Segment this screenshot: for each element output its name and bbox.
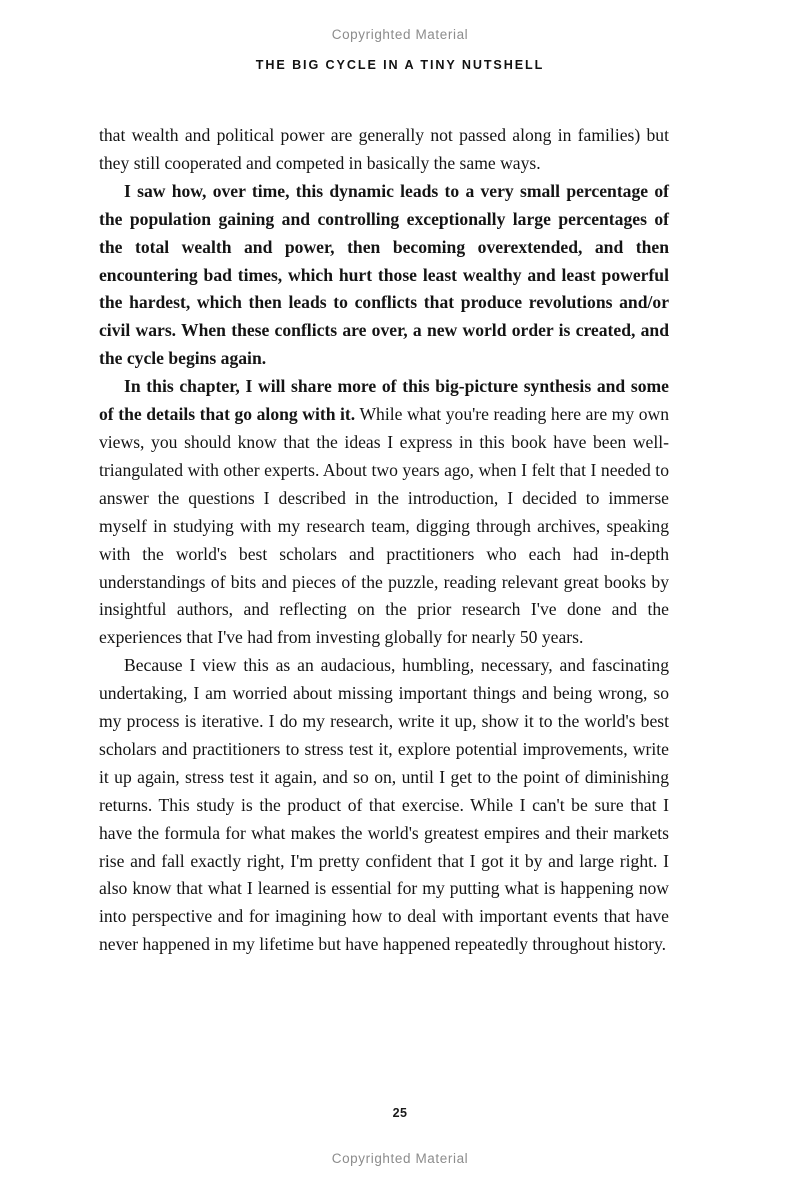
paragraph-in-this-chapter (99, 373, 669, 652)
page-number: 25 (392, 1106, 408, 1120)
body-text-column (99, 122, 669, 959)
copyright-watermark-top: Copyrighted Material (331, 27, 469, 42)
paragraph-lead-in-bold: In this chapter, I will share more of this big-picture synthesis and some of the details that go along with it. (99, 376, 669, 425)
copyright-watermark-bottom: Copyrighted Material (331, 1151, 469, 1166)
paragraph-body-regular: While what you're reading here are my own views, you should know that the ideas I express in this book have been well-triangulated with other experts. About two years ago, when I felt that I needed to answer the questions I described in the introduction, I decided to immerse myself in studying with my research team, digging through archives, speaking with the world's best scholars and practitioners who each had in-depth understandings of bits and pieces of the puzzle, reading relevant great books by insightful authors, and reflecting on the prior research I've done and the experiences that I've had from investing globally for nearly 50 years. (99, 404, 670, 648)
paragraph-because-i-view: Because I view this as an audacious, humbling, necessary, and fascinating undertaking, I am worried about missing important things and being wrong, so my process is iterative. I do my research, write it up, show it to the world's best scholars and practitioners to stress test it, explore potential improvements, write it up again, stress test it again, and so on, until I get to the point of diminishing returns. This study is the product of that exercise. While I can't be sure that I have the formula for what makes the world's greatest empires and their markets rise and fall exactly right, I'm pretty confident that I got it by and large right. I also know that what I learned is essential for my putting what is happening now into perspective and for imagining how to deal with important events that have never happened in my lifetime but have happened repeatedly throughout history. (99, 655, 669, 955)
paragraph-i-saw-how: I saw how, over time, this dynamic leads to a very small percentage of the population gaining and controlling exceptionally large percentages of the total wealth and power, then becoming overextended, and then encountering bad times, which hurt those least wealthy and least powerful the hardest, which then leads to conflicts that produce revolutions and/or civil wars. When these conflicts are over, a new world order is created, and the cycle begins again. (99, 180, 669, 369)
chapter-running-head: THE BIG CYCLE IN A TINY NUTSHELL (255, 58, 545, 72)
paragraph-continuation: that wealth and political power are generally not passed along in families) but they still cooperated and competed in basically the same ways. (99, 125, 669, 173)
